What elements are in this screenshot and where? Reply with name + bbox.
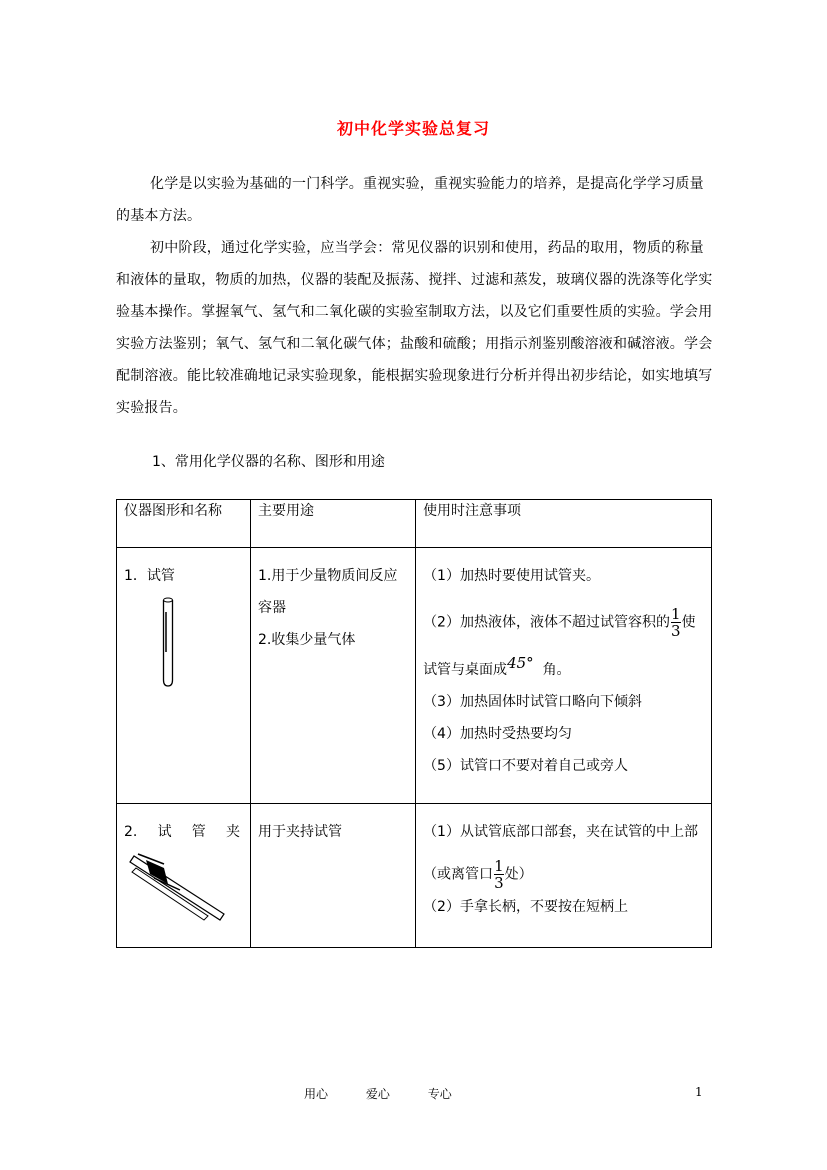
- footer-slogan: [304, 1085, 486, 1102]
- test-tube-note-4: （4）加热时受热要均匀: [423, 726, 572, 742]
- test-tube-note-3: （3）加热固体时试管口略向下倾斜: [423, 694, 642, 710]
- intro-paragraph-2: 初中阶段，通过化学实验，应当学会：常见仪器的识别和使用，药品的取用，物质的称量和液体的量取，物质的加热，仪器的装配及振荡、搅拌、过滤和蒸发，玻璃仪器的洗涤等化学实验基本操作。掌握氧气、氢气和二氧化碳的实验室制取方法，以及它们重要性质的实验。学会用实验方法鉴别；氧气、氢气和二氧化碳气体；盐酸和硫酸；用指示剂鉴别酸溶液和碱溶液。学会配制溶液。能比较准确地记录实验现象，能根据实验现象进行分析并得出初步结论，如实地填写实验报告。: [116, 240, 713, 416]
- section-heading: 1、常用化学仪器的名称、图形和用途: [152, 454, 385, 470]
- table-header-row: [117, 500, 712, 548]
- header-uses: 主要用途: [258, 503, 314, 519]
- test-tube-clamp-image: [124, 848, 244, 928]
- instrument-table: [116, 499, 712, 948]
- header-notes: 使用时注意事项: [423, 503, 522, 519]
- clamp-note-2: （或离管口$\frac{1}{3}$ 处）: [423, 857, 533, 892]
- intro-paragraph-1: 化学是以实验为基础的一门科学。重视实验，重视实验能力的培养，是提高化学学习质量的基本方法。: [116, 176, 704, 224]
- page-title: 初中化学实验总复习: [336, 119, 490, 138]
- test-tube-note-2b: 试管与桌面成45° 角。: [423, 654, 571, 678]
- fraction-one-third: $\frac{1}{3}$: [494, 857, 504, 892]
- table-row-test-tube-clamp: [117, 804, 712, 948]
- test-tube-note-1: （1）加热时要使用试管夹。: [423, 568, 600, 584]
- test-tube-image: [124, 592, 244, 692]
- footer-item-1: 用心: [304, 1087, 329, 1101]
- footer-item-2: 爱心: [365, 1087, 390, 1101]
- clamp-note-1: （1）从试管底部口部套，夹在试管的中上部: [423, 824, 698, 840]
- header-instrument: 仪器图形和名称: [124, 503, 222, 519]
- clamp-name: 2. 试 管 夹: [124, 824, 240, 840]
- clamp-note-3: （2）手拿长柄，不要按在短柄上: [423, 899, 628, 915]
- table-row-test-tube: [117, 548, 712, 804]
- page-number: 1: [695, 1085, 703, 1099]
- test-tube-use-1: 1.用于少量物质间反应容器: [258, 568, 398, 616]
- test-tube-note-2: （2）加热液体，液体不超过试管容积的$\frac{1}{3}$ 使: [423, 605, 696, 640]
- footer-item-3: 专心: [427, 1087, 452, 1101]
- test-tube-name: 1．试管: [124, 568, 175, 584]
- clamp-use: 用于夹持试管: [258, 824, 342, 840]
- fraction-one-third: $\frac{1}{3}$: [670, 605, 681, 640]
- angle-value: 45°: [507, 654, 534, 672]
- test-tube-use-2: 2.收集少量气体: [258, 632, 356, 648]
- test-tube-note-5: （5）试管口不要对着自己或旁人: [423, 758, 628, 774]
